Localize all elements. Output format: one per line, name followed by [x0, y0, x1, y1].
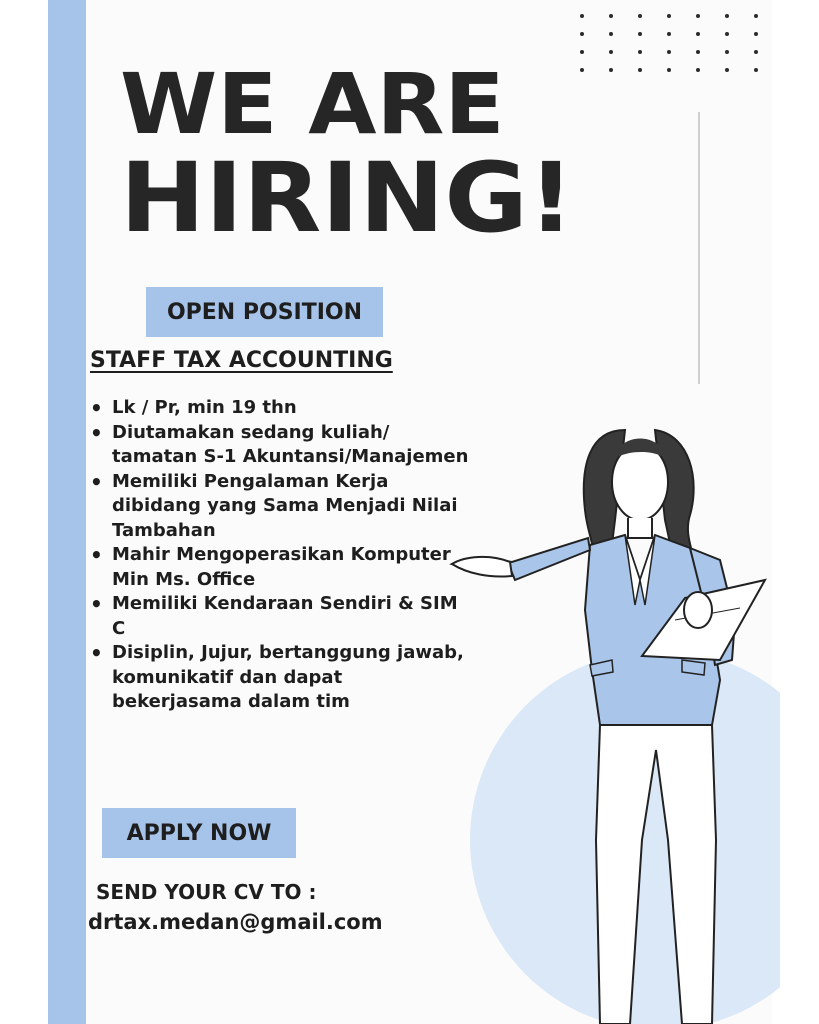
apply-now-button[interactable]: APPLY NOW [102, 808, 296, 858]
requirement-item: • Disiplin, Jujur, bertanggung jawab, komunikatif dan dapat bekerjasama dalam tim [90, 641, 470, 715]
dot [667, 50, 671, 54]
woman-presenting-illustration-icon [420, 420, 780, 1024]
requirements-list [90, 396, 470, 715]
requirement-item: • Mahir Mengoperasikan Komputer Min Ms. Office [90, 543, 470, 592]
dot [667, 32, 671, 36]
decorative-dots [580, 14, 765, 84]
dot [638, 32, 642, 36]
send-cv-label: SEND YOUR CV TO : [96, 880, 317, 904]
dot [725, 68, 729, 72]
dot [754, 68, 758, 72]
dot [667, 68, 671, 72]
dot [725, 14, 729, 18]
dot [580, 14, 584, 18]
requirement-item: • Lk / Pr, min 19 thn [90, 396, 470, 421]
dot [609, 14, 613, 18]
contact-email[interactable]: drtax.medan@gmail.com [88, 910, 383, 934]
dot [725, 32, 729, 36]
dot [754, 32, 758, 36]
dot [609, 32, 613, 36]
dot [638, 50, 642, 54]
dot [580, 50, 584, 54]
headline-line-2: HIRING! [120, 142, 575, 254]
dot [638, 14, 642, 18]
dot [754, 50, 758, 54]
dot [667, 14, 671, 18]
divider-line [698, 112, 700, 384]
dot [754, 14, 758, 18]
dot [638, 68, 642, 72]
dot [696, 68, 700, 72]
accent-stripe [48, 0, 86, 1024]
dot [609, 50, 613, 54]
headline-line-1: WE ARE [120, 55, 505, 153]
requirement-item: • Memiliki Kendaraan Sendiri & SIM C [90, 592, 470, 641]
dot [696, 14, 700, 18]
requirement-item: • Memiliki Pengalaman Kerja dibidang yang Sama Menjadi Nilai Tambahan [90, 470, 470, 544]
dot [609, 68, 613, 72]
position-title: STAFF TAX ACCOUNTING [90, 348, 393, 373]
dot [696, 32, 700, 36]
dot [580, 32, 584, 36]
dot [725, 50, 729, 54]
dot [696, 50, 700, 54]
dot [580, 68, 584, 72]
open-position-label: OPEN POSITION [146, 287, 383, 337]
requirement-item: • Diutamakan sedang kuliah/ tamatan S-1 Akuntansi/Manajemen [90, 421, 470, 470]
